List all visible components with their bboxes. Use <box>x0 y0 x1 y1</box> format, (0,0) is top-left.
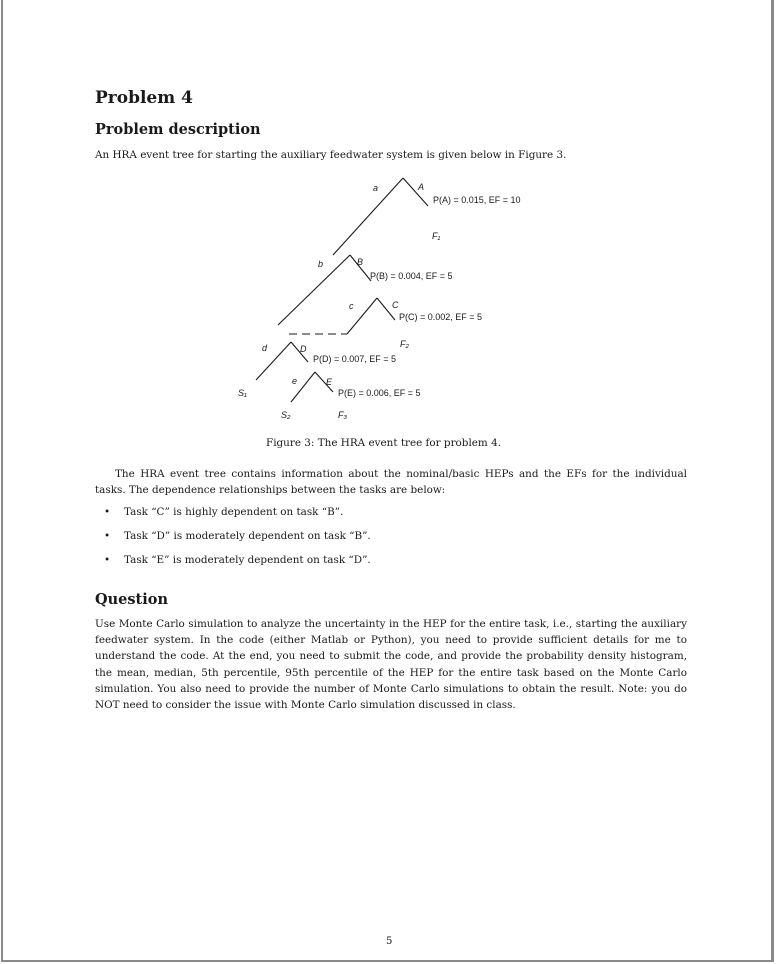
label-a: a <box>373 183 379 193</box>
intro-text: An HRA event tree for starting the auxiliary feedwater system is given below in Figure 3. <box>95 149 567 161</box>
prob-D: P(D) = 0.007, EF = 5 <box>313 354 397 364</box>
page-number: 5 <box>386 936 393 947</box>
branch-line <box>333 178 403 255</box>
prob-E: P(E) = 0.006, EF = 5 <box>338 388 421 398</box>
label-E: E <box>326 377 333 387</box>
label-B: B <box>357 257 364 267</box>
branch-line <box>403 178 428 206</box>
list-item: • Task “D” is moderately dependent on task “B”. <box>104 530 371 542</box>
figure-caption: Figure 3: The HRA event tree for problem 4. <box>266 437 501 449</box>
paragraph-dependence: The HRA event tree contains information about the nominal/basic HEPs and the EFs for the individual tasks. The dependence relationships between the tasks are below: <box>95 468 687 496</box>
question-text: Use Monte Carlo simulation to analyze the uncertainty in the HEP for the entire task, i.e., starting the auxiliary feedwater system. In the code (either Matlab or Python), you need to provide sufficient details for me to understand the code. At the end, you need to submit the code, and provide the probability density histogram, the mean, median, 5th percentile, 95th percentile of the HEP for the entire task based on the Monte Carlo simulation. You also need to provide the number of Monte Carlo simulations to obtain the result. Note: you do NOT need to consider the issue with Monte Carlo simulation discussed in class. <box>95 618 687 712</box>
branch-line <box>278 255 350 325</box>
dependency-text: Task “D” is moderately dependent on task “B”. <box>124 530 371 542</box>
list-item: • Task “E” is moderately dependent on task “D”. <box>104 554 371 566</box>
outcome-F3: F₃ <box>338 410 348 420</box>
description-heading: Problem description <box>95 121 261 138</box>
dependency-text: Task “C” is highly dependent on task “B”. <box>124 506 344 518</box>
outcome-S1: S₁ <box>238 388 247 398</box>
label-b: b <box>318 259 324 269</box>
label-D: D <box>300 344 307 354</box>
question-heading: Question <box>95 591 168 608</box>
list-item: • Task “C” is highly dependent on task “B”. <box>104 506 344 518</box>
label-c: c <box>349 301 354 311</box>
dependency-text: Task “E” is moderately dependent on task “D”. <box>124 554 371 566</box>
label-e: e <box>292 376 298 386</box>
label-A: A <box>418 182 425 192</box>
outcome-F1: F₁ <box>432 231 441 241</box>
label-C: C <box>392 300 399 310</box>
outcome-S2: S₂ <box>281 410 291 420</box>
prob-A: P(A) = 0.015, EF = 10 <box>433 195 521 205</box>
dependency-list <box>104 504 371 576</box>
prob-C: P(C) = 0.002, EF = 5 <box>399 312 483 322</box>
hra-event-tree <box>0 0 780 440</box>
label-d: d <box>262 343 268 353</box>
problem-title: Problem 4 <box>95 88 193 108</box>
outcome-F2: F₂ <box>400 339 409 349</box>
prob-B: P(B) = 0.004, EF = 5 <box>370 271 453 281</box>
